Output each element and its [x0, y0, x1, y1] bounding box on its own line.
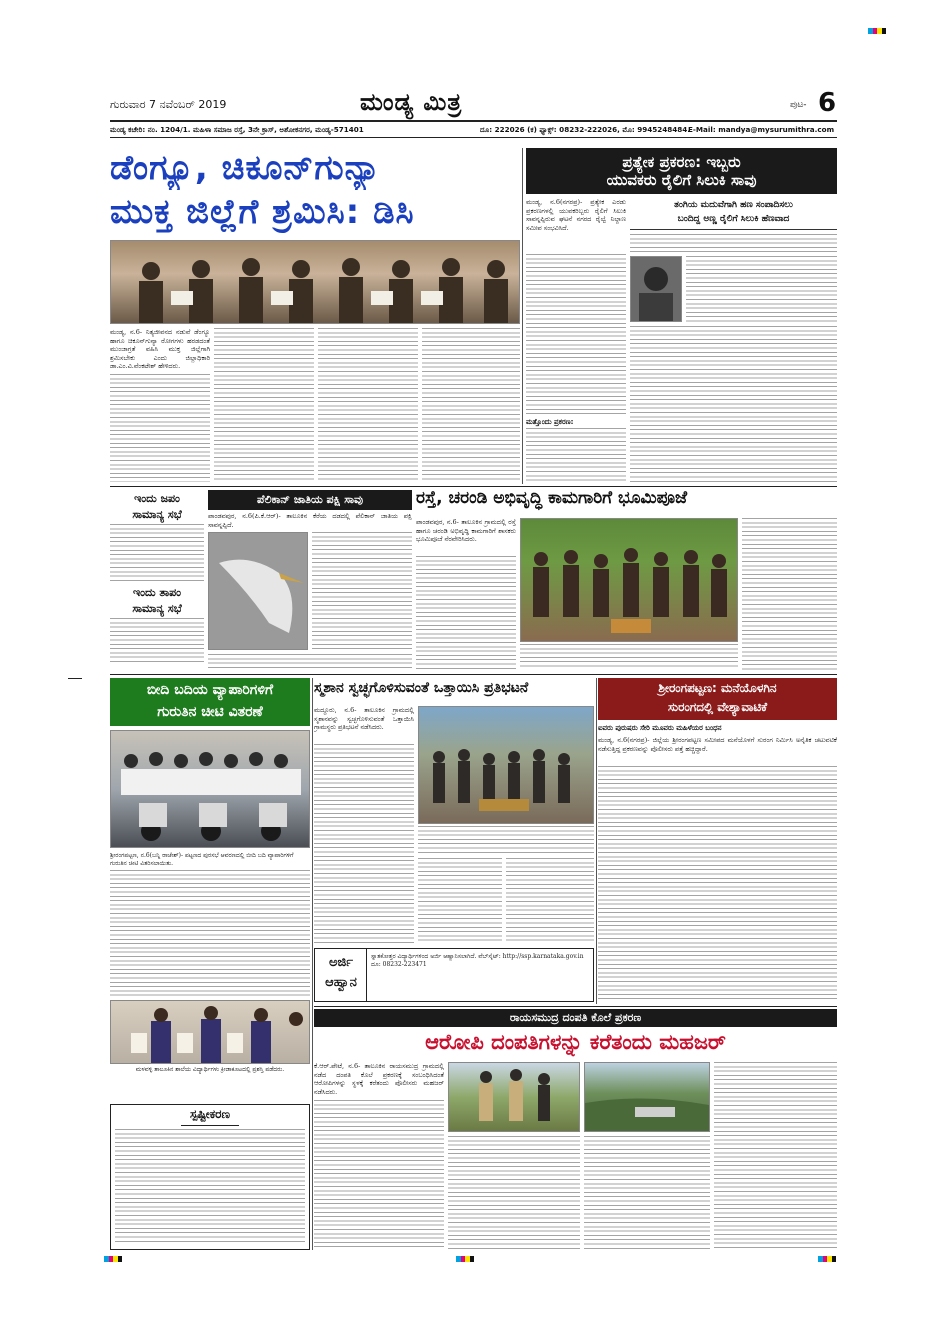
masthead-rule-top: [110, 120, 837, 122]
train-sub-text: [630, 234, 837, 252]
brief-1-body: [110, 524, 204, 582]
srirangapatna-headline-1: ಶ್ರೀರಂಗಪಟ್ಟಣ: ಮನೆಯೊಳಗಿನ: [658, 681, 777, 695]
road-caption: [520, 644, 738, 670]
srirangapatna-headline-2: ಸುರಂಗದಲ್ಲಿ ವೇಶ್ಯಾವಾಟಿಕೆ: [667, 700, 768, 714]
road-photo: [520, 518, 738, 642]
murder-body-col-1: [314, 1100, 444, 1250]
murder-kicker: ರಾಯಸಮುದ್ರ ದಂಪತಿ ಕೊಲೆ ಪ್ರಕರಣ: [314, 1009, 837, 1027]
column-divider-2: [312, 678, 313, 1250]
cemetery-headline: ಸ್ಮಶಾನ ಸ್ವಚ್ಛಗೊಳಿಸುವಂತೆ ಒತ್ತಾಯಿಸಿ ಪ್ರತಿಭಟನೆ: [314, 680, 529, 696]
pelican-bird-shape: [209, 533, 307, 649]
lead-body-col-4: [422, 328, 520, 482]
srirangapatna-headline-box: [598, 678, 837, 720]
vendors-headline-box: [110, 678, 310, 726]
train-body-col-1b: [526, 428, 626, 482]
section-rule-2: [110, 674, 837, 675]
registration-mark-bottom-left: [104, 1256, 122, 1262]
lead-photo-figures: [111, 241, 519, 323]
srirangapatna-sub: ಐವರು ಪುರುಷರು ಸೇರಿ ಮೂವರು ಮಹಿಳೆಯರ ಬಂಧನ: [598, 724, 722, 732]
murder-photo-1-police: [449, 1063, 579, 1131]
vendors-caption: ಶ್ರೀರಂಗಪಟ್ಟಣ, ನ.6(ಬನ್ನಿ ರಾಜೇಶ್)- ಪಟ್ಟಣದ ಪುರಸಭೆ ಆವರಣದಲ್ಲಿ ಬೀದಿ ಬದಿ ವ್ಯಾಪಾರಿಗಳಿಗೆ ಗುರುತಿನ ಚೀಟಿ ವಿತರಿಸಲಾಯಿತು.: [110, 852, 294, 867]
vendors-headline-1: ಬೀದಿ ಬದಿಯ ವ್ಯಾಪಾರಿಗಳಿಗೆ: [146, 682, 274, 698]
registration-mark-bottom-center: [456, 1256, 474, 1262]
brief-1-head: ಇಂದು ಜಪಂ: [134, 492, 180, 505]
vendors-body: [110, 870, 310, 996]
lead-body-col-2: [214, 328, 314, 482]
cemetery-body-col-2: [418, 858, 502, 944]
registration-mark-top-right: [868, 28, 886, 34]
lead-headline-1: ಡೆಂಗ್ಯೂ, ಚಿಕೂನ್‌ಗುನ್ಯಾ: [110, 148, 382, 188]
train-kicker-2: ಯುವಕರು ರೈಲಿಗೆ ಸಿಲುಕಿ ಸಾವು: [606, 171, 757, 189]
cemetery-body-col-1: [314, 744, 414, 944]
registration-mark-bottom-right: [818, 1256, 836, 1262]
train-subhead-box: [630, 198, 837, 230]
vendors-photo-scooters: [111, 731, 309, 847]
cemetery-caption: [418, 826, 594, 856]
train-body-col-1: [526, 254, 626, 416]
lead-photo: [110, 240, 520, 324]
train-victim-photo: [630, 256, 682, 322]
page-number: 6: [818, 88, 837, 118]
pelican-intro: ಪಾಂಡವಪುರ, ನ.6(ಪಿ.ಕೆ.ಆರ್)- ತಾಲೂಕಿನ ಕೆರೆಯ ದಡದಲ್ಲಿ ಪೆಲಿಕಾನ್ ಜಾತಿಯ ಪಕ್ಷಿ ಸಾವನ್ನಪ್ಪಿದೆ.: [208, 512, 412, 529]
srirangapatna-intro: ಮಂಡ್ಯ, ನ.6(ನಗರಪ್ರ)- ಜಿಲ್ಲೆಯ ಶ್ರೀರಂಗಪಟ್ಟಣ ಸಮೀಪದ ಮನೆಯೊಳಗೆ ಸುರಂಗ ನಿರ್ಮಿಸಿ ಅನೈತಿಕ ಚಟುವಟಿಕೆ ನಡೆಸುತ್ತಿದ್ದ ಪ್ರಕರಣವನ್ನು ಪೊಲೀಸರು ಪತ್ತೆ ಹಚ್ಚಿದ್ದಾರೆ.: [598, 736, 837, 753]
clarification-box: [110, 1104, 310, 1250]
notice-body: ಸ್ನಾತಕೋತ್ತರ ವಿದ್ಯಾರ್ಥಿಗಳಿಂದ ಅರ್ಜಿ ಆಹ್ವಾನಿಸಲಾಗಿದೆ. ವೆಬ್‌ಸೈಟ್: http://ssp.karnataka.gov.in ದೂ: 08232-223471: [371, 953, 584, 968]
logo-text: ಮಂಡ್ಯ ಮಿತ್ರ: [360, 88, 463, 116]
lead-intro: ಮಂಡ್ಯ, ನ.6- ನಿತ್ಯಜೀವನದ ನಡುವೆ ಡೆಂಗ್ಯೂ ಹಾಗೂ ಚಿಕೂನ್‌ಗುನ್ಯಾ ರೋಗಗಳು ಹರಡದಂತೆ ಮುಂಜಾಗ್ರತೆ ವಹಿಸಿ ಮುಕ್ತ ಜಿಲ್ಲೆಗಾಗಿ ಶ್ರಮಿಸಬೇಕು ಎಂದು ಜಿಲ್ಲಾಧಿಕಾರಿ ಡಾ.ಎಂ.ವಿ.ವೆಂಕಟೇಶ್ ಹೇಳಿದರು.: [110, 328, 210, 371]
sports-photo-students: [111, 1001, 309, 1063]
train-sub-1: ತಂಗಿಯ ಮದುವೆಗಾಗಿ ಹಣ ಸಂಪಾದಿಸಲು: [674, 200, 793, 210]
murder-body-col-2: [448, 1136, 580, 1250]
masthead: [110, 88, 837, 148]
cemetery-body-col-3: [506, 858, 594, 944]
murder-photo-2-field: [585, 1063, 709, 1131]
office-line: ಮಂಡ್ಯ ಕಚೇರಿ: ನಂ. 1204/1. ಮಹಿಳಾ ಸಮಾಜ ರಸ್ತೆ, 3ನೇ ಕ್ರಾಸ್, ಅಶೋಕನಗರ, ಮಂಡ್ಯ-571401: [110, 125, 364, 134]
train-sub-2: ಬಂದಿದ್ದ ಅಣ್ಣ ರೈಲಿಗೆ ಸಿಲುಕಿ ಹೆಣವಾದ: [677, 214, 790, 224]
notice-label-box: [315, 949, 367, 1001]
sports-photo: [110, 1000, 310, 1064]
clarification-rule: [181, 1125, 239, 1126]
murder-body-col-4: [714, 1062, 837, 1250]
train-intro: ಮಂಡ್ಯ, ನ.6(ನಗರಪ್ರ)- ಪ್ರತ್ಯೇಕ ಎರಡು ಪ್ರಕರಣಗಳಲ್ಲಿ ಯುವಕರಿಬ್ಬರು ರೈಲಿಗೆ ಸಿಲುಕಿ ಸಾವನ್ನಪ್ಪಿರುವ ಘಟನೆ ನಗರದ ರೈಲ್ವೆ ನಿಲ್ದಾಣ ಸಮೀಪ ಸಂಭವಿಸಿದೆ.: [526, 198, 626, 232]
brief-2-sub: ಸಾಮಾನ್ಯ ಸಭೆ: [132, 602, 182, 615]
notice-box: [314, 948, 594, 1002]
pelican-photo: [208, 532, 308, 650]
murder-headline: ಆರೋಪಿ ದಂಪತಿಗಳನ್ನು ಕರೆತಂದು ಮಹಜರ್: [425, 1030, 726, 1054]
notice-label-2: ಆಹ್ವಾನ: [325, 975, 357, 990]
murder-photo-1: [448, 1062, 580, 1132]
masthead-rule-bottom: [110, 137, 837, 138]
pelican-body: [312, 532, 412, 650]
road-headline: ರಸ್ತೆ, ಚರಂಡಿ ಅಭಿವೃದ್ಧಿ ಕಾಮಗಾರಿಗೆ ಭೂಮಿಪೂಜೆ: [416, 488, 688, 508]
cemetery-photo-protest: [419, 707, 593, 823]
column-divider-3: [596, 678, 597, 1004]
train-kicker-1: ಪ್ರತ್ಯೇಕ ಪ್ರಕರಣ: ಇಬ್ಬರು: [622, 153, 741, 171]
murder-body-col-3: [584, 1136, 710, 1250]
murder-photo-2: [584, 1062, 710, 1132]
murder-intro: ಕೆ.ಆರ್.ಪೇಟೆ, ನ.6- ತಾಲೂಕಿನ ರಾಯಸಮುದ್ರ ಗ್ರಾಮದಲ್ಲಿ ನಡೆದ ದಂಪತಿ ಕೊಲೆ ಪ್ರಕರಣಕ್ಕೆ ಸಂಬಂಧಿಸಿದಂತೆ ಆರೋಪಿಗಳನ್ನು ಸ್ಥಳಕ್ಕೆ ಕರೆತಂದು ಪೊಲೀಸರು ಮಹಜರ್ ನಡೆಸಿದರು.: [314, 1062, 444, 1096]
vendors-headline-2: ಗುರುತಿನ ಚೀಟಿ ವಿತರಣೆ: [157, 704, 263, 720]
date-line: ಗುರುವಾರ 7 ನವೆಂಬರ್ 2019: [110, 98, 227, 111]
margin-dash: [68, 678, 82, 679]
email-line: E-Mail: mandya@mysurumithra.com: [688, 125, 835, 134]
phone-line: ದೂ: 222026 (ಕ) ಫ್ಯಾಕ್ಸ್: 08232-222026, ಮೊ: 9945248484.: [480, 125, 691, 134]
lead-body-col-3: [318, 328, 418, 482]
brief-1: [110, 490, 204, 670]
column-divider-1: [522, 148, 523, 484]
road-photo-crowd: [521, 519, 737, 641]
train-body-col-2b: [686, 256, 837, 322]
train-subhead-2: ಮತ್ತೊಂದು ಪ್ರಕರಣ:: [526, 418, 574, 426]
pelican-body-bottom: [208, 654, 412, 670]
road-body-col-1: [416, 556, 516, 670]
lead-headline-2: ಮುಕ್ತ ಜಿಲ್ಲೆಗೆ ಶ್ರಮಿಸಿ: ಡಿಸಿ: [110, 192, 415, 232]
srirangapatna-body: [598, 766, 837, 1002]
section-rule-1: [110, 486, 837, 487]
notice-label-1: ಅರ್ಜಿ: [328, 955, 354, 970]
train-body-wide: [630, 326, 837, 482]
brief-1-sub: ಸಾಮಾನ್ಯ ಸಭೆ: [132, 508, 182, 521]
vendors-photo: [110, 730, 310, 848]
victim-silhouette: [631, 257, 681, 321]
clarification-headline: ಸ್ಪಷ್ಟೀಕರಣ: [189, 1107, 231, 1121]
brief-2-head: ಇಂದು ತಾಪಂ: [132, 586, 182, 599]
cemetery-intro: ಮದ್ದೂರು, ನ.6- ತಾಲೂಕಿನ ಗ್ರಾಮದಲ್ಲಿ ಸ್ಮಶಾನವನ್ನು ಸ್ವಚ್ಛಗೊಳಿಸುವಂತೆ ಒತ್ತಾಯಿಸಿ ಗ್ರಾಮಸ್ಥರು ಪ್ರತಿಭಟನೆ ನಡೆಸಿದರು.: [314, 706, 414, 732]
road-intro: ಪಾಂಡವಪುರ, ನ.6- ತಾಲೂಕಿನ ಗ್ರಾಮದಲ್ಲಿ ರಸ್ತೆ ಹಾಗೂ ಚರಂಡಿ ಅಭಿವೃದ್ಧಿ ಕಾಮಗಾರಿಗೆ ಶಾಸಕರು ಭೂಮಿಪೂಜೆ ನೆರವೇರಿಸಿದರು.: [416, 518, 516, 544]
sports-caption: ಮಳವಳ್ಳಿ ತಾಲೂಕಿನ ಶಾಲೆಯ ವಿದ್ಯಾರ್ಥಿಗಳು ಕ್ರೀಡಾಕೂಟದಲ್ಲಿ ಪ್ರಶಸ್ತಿ ಪಡೆದರು.: [135, 1066, 285, 1073]
cemetery-photo: [418, 706, 594, 824]
road-body-col-3: [742, 518, 837, 670]
clarification-body: [115, 1129, 305, 1245]
brief-2-body: [110, 618, 204, 664]
lead-body-col-1: [110, 374, 210, 482]
train-kicker-box: [526, 148, 837, 194]
section-rule-3: [314, 1006, 837, 1007]
page-label: ಪುಟ-: [790, 100, 807, 110]
pelican-headline: ಪೆಲಿಕಾನ್ ಜಾತಿಯ ಪಕ್ಷಿ ಸಾವು: [208, 490, 412, 510]
